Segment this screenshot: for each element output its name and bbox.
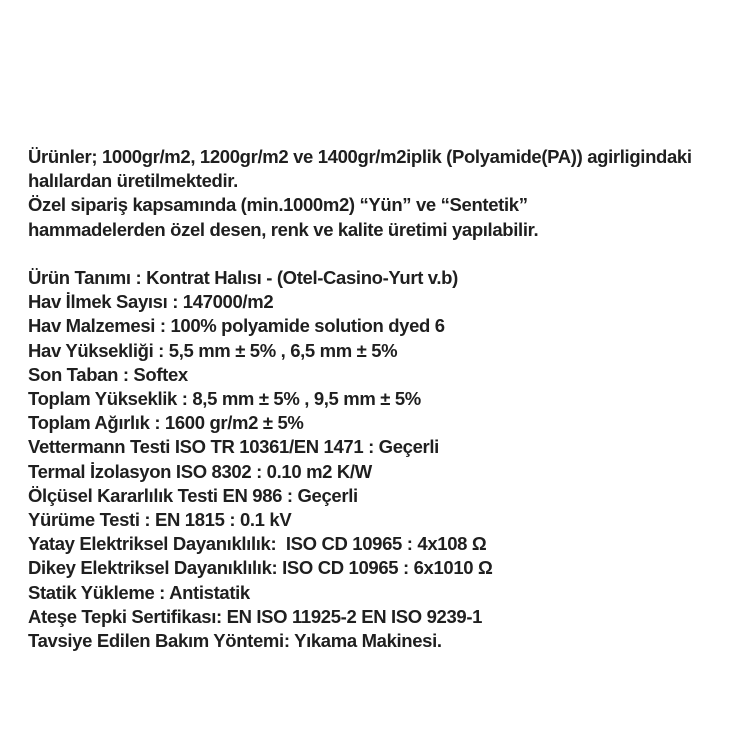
intro-line-production-weights-cont: halılardan üretilmektedir. [28,170,238,192]
spec-line-son-taban: Son Taban : Softex [28,363,188,385]
spec-line-statik-yukleme: Statik Yükleme : Antistatik [28,581,250,603]
spec-line-hav-malzemesi: Hav Malzemesi : 100% polyamide solution dyed 6 [28,315,445,337]
spec-list [28,266,744,653]
intro-paragraph [28,145,744,242]
spec-line-toplam-yukseklik: Toplam Yükseklik : 8,5 mm ± 5% , 9,5 mm ± 5% [28,388,421,410]
spec-line-urun-tanimi: Ürün Tanımı : Kontrat Halısı - (Otel-Casino-Yurt v.b) [28,267,458,288]
spec-line-tavsiye-edilen-bakim-yontemi: Tavsiye Edilen Bakım Yöntemi: Yıkama Makinesi. [28,630,442,652]
spec-line-yurume-testi: Yürüme Testi : EN 1815 : 0.1 kV [28,509,292,531]
spec-line-hav-ilmek-sayisi: Hav İlmek Sayısı : 147000/m2 [28,291,274,313]
spec-line-dikey-elektriksel-dayaniklilik: Dikey Elektriksel Dayanıklılık: ISO CD 10965 : 6x1010 Ω [28,557,493,579]
spec-line-atese-tepki-sertifikasi: Ateşe Tepki Sertifikası: EN ISO 11925-2 EN ISO 9239-1 [28,605,483,627]
spec-line-hav-yuksekligi: Hav Yüksekliği : 5,5 mm ± 5% , 6,5 mm ± 5% [28,339,398,361]
product-spec-sheet [28,145,744,653]
intro-line-production-weights: Ürünler; 1000gr/m2, 1200gr/m2 ve 1400gr/m2iplik (Polyamide(PA)) agirligindaki [28,146,692,167]
spec-line-yatay-elektriksel-dayaniklilik: Yatay Elektriksel Dayanıklılık: ISO CD 10965 : 4x108 Ω [28,533,487,555]
spec-line-termal-izolasyon: Termal İzolasyon ISO 8302 : 0.10 m2 K/W [28,460,372,482]
spec-line-olcusel-kararlilik-testi: Ölçüsel Kararlılık Testi EN 986 : Geçerli [28,484,358,506]
intro-line-special-order: Özel sipariş kapsamında (min.1000m2) “Yün” ve “Sentetik” [28,194,528,216]
intro-line-special-order-cont: hammadelerden özel desen, renk ve kalite üretimi yapılabilir. [28,218,539,240]
spec-line-toplam-agirlik: Toplam Ağırlık : 1600 gr/m2 ± 5% [28,412,304,434]
spec-line-vettermann-testi: Vettermann Testi ISO TR 10361/EN 1471 : Geçerli [28,436,439,458]
